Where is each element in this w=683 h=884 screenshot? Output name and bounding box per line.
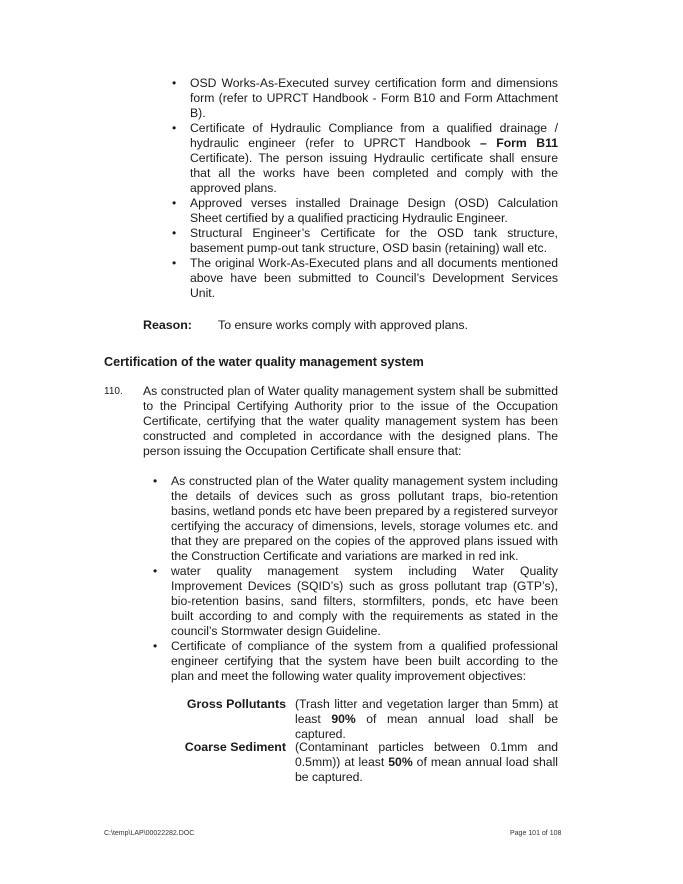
bullet-list-top <box>172 76 558 301</box>
condition-number: 110. <box>104 386 123 397</box>
objective-label: Gross Pollutants <box>186 697 286 711</box>
reason-label: Reason: <box>143 318 192 332</box>
list-item: • The original Work-As-Executed plans and all documents mentioned above have been submitted to Council’s Development Services Unit. <box>172 256 558 300</box>
objective-description: (Trash litter and vegetation larger than 5mm) at least 90% of mean annual load shall be captured. <box>295 697 558 741</box>
list-item: • Certificate of compliance of the system from a qualified professional engineer certifying that the system have been built according to the plan and meet the following water quality improvement objectives: <box>153 639 558 683</box>
bullet-icon: • <box>172 121 177 135</box>
condition-text: As constructed plan of Water quality management system shall be submitted to the Principal Certifying Authority prior to the issue of the Occupation Certificate, certifying that the water quality management system has been constructed and completed in accordance with the designed plans. The person issuing the Occupation Certificate shall ensure that: <box>143 384 558 458</box>
bullet-icon: • <box>172 196 177 210</box>
list-item: • OSD Works-As-Executed survey certification form and dimensions form (refer to UPRCT Handbook - Form B10 and Form Attachment B). <box>172 76 558 120</box>
section-heading: Certification of the water quality management system <box>104 355 424 369</box>
reason-text: To ensure works comply with approved plans. <box>218 318 468 332</box>
list-item: • As constructed plan of the Water quality management system including the details of devices such as gross pollutant traps, bio-retention basins, wetland ponds etc have been prepared by a registered surveyor certifying the accuracy of dimensions, levels, storage volumes etc. and that they are prepared on the copies of the approved plans issued with the Construction Certificate and variations are marked in red ink. <box>153 474 558 563</box>
bullet-icon: • <box>172 76 177 90</box>
footer-page-number: Page 101 of 108 <box>510 830 562 837</box>
reason-line <box>143 318 468 332</box>
bullet-icon: • <box>153 564 158 578</box>
bullet-list-conditions <box>153 474 558 684</box>
list-item: • water quality management system including Water Quality Improvement Devices (SQID’s) such as gross pollutant trap (GTP’s), bio-retention basins, sand filters, stormfilters, ponds, etc have been built according to and comply with the requirements as stated in the council’s Stormwater design Guideline. <box>153 564 558 638</box>
objective-description: (Contaminant particles between 0.1mm and 0.5mm)) at least 50% of mean annual load shall be captured. <box>295 740 558 784</box>
footer-file-path: C:\temp\LAP\00022282.DOC <box>104 830 195 837</box>
list-item: • Approved verses installed Drainage Design (OSD) Calculation Sheet certified by a qualified practicing Hydraulic Engineer. <box>172 196 558 225</box>
bullet-icon: • <box>172 256 177 270</box>
bullet-icon: • <box>172 226 177 240</box>
list-item: • Structural Engineer’s Certificate for the OSD tank structure, basement pump-out tank structure, OSD basin (retaining) wall etc. <box>172 226 558 255</box>
objective-label: Coarse Sediment <box>184 740 286 754</box>
bullet-icon: • <box>153 639 158 653</box>
bullet-icon: • <box>153 474 158 488</box>
list-item: • Certificate of Hydraulic Compliance from a qualified drainage / hydraulic engineer (refer to UPRCT Handbook – Form B11 Certificate). The person issuing Hydraulic certificate shall ensure that all the works have been completed and comply with the approved plans. <box>172 121 558 195</box>
